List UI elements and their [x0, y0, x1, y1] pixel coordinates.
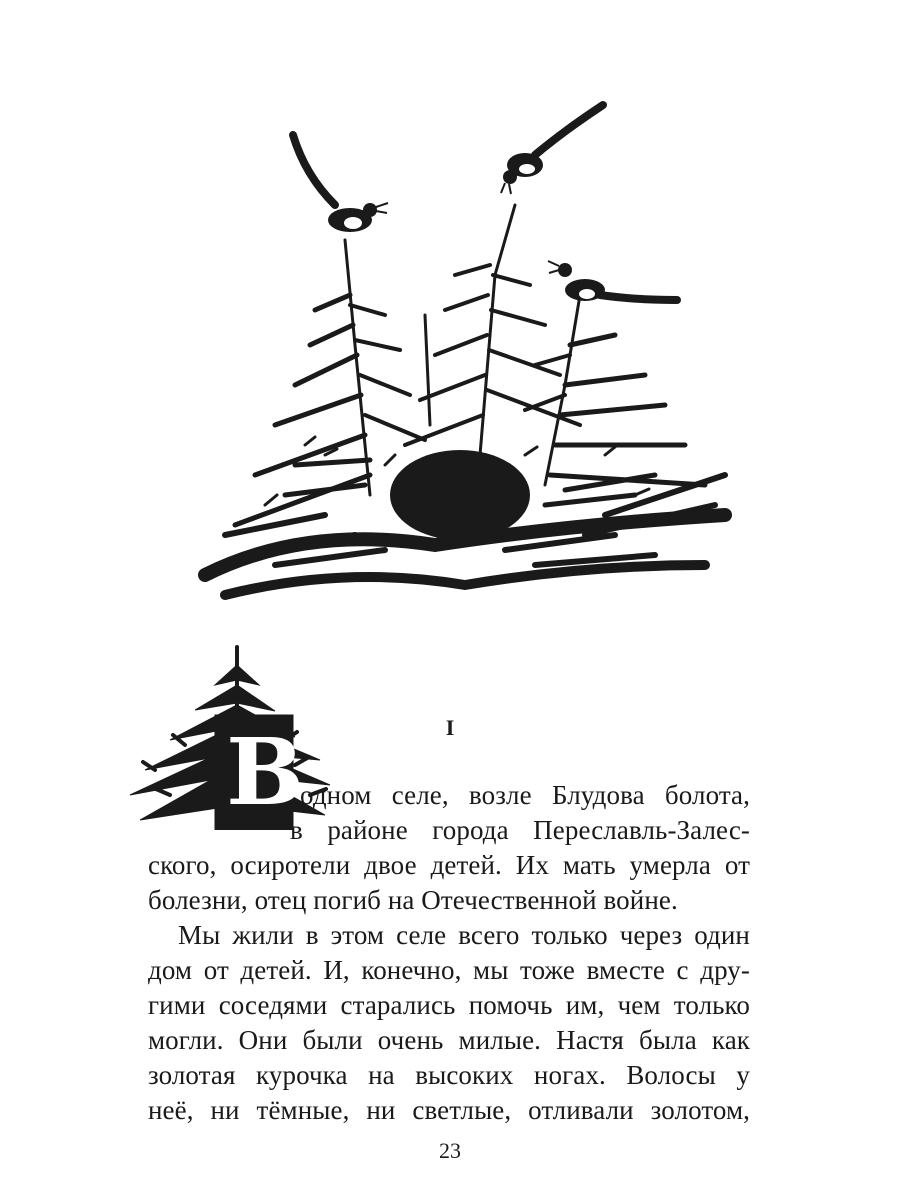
- body-line-2: в районе города Переславль-Залес-: [290, 815, 750, 845]
- body-line-9: золотая курочка на высоких ногах. Волосы у: [148, 1060, 750, 1090]
- body-line-5: Мы жили в этом селе всего только через один: [178, 920, 750, 950]
- magpie-right-icon: [548, 261, 677, 301]
- magpie-top-icon: [501, 105, 603, 194]
- body-line-1: одном селе, возле Блудова болота,: [300, 780, 750, 810]
- body-line-3: ского, осиротели двое детей. Их мать умерла от: [148, 850, 750, 880]
- body-line-7: гими соседями старались помочь им, чем только: [148, 990, 750, 1020]
- magpies-on-fir-tree-illustration: [185, 95, 745, 635]
- dropcap-letter: В: [226, 718, 304, 826]
- body-line-10: неё, ни тёмные, ни светлые, отливали золотом,: [148, 1095, 750, 1125]
- page-number: 23: [439, 1138, 461, 1163]
- magpie-left-icon: [293, 135, 388, 232]
- body-line-4: болезни, отец погиб на Отечественной войне.: [148, 885, 678, 915]
- chapter-numeral: I: [445, 715, 455, 740]
- body-line-6: дом от детей. И, конечно, мы тоже вместе с дру-: [148, 955, 750, 985]
- body-line-8: могли. Они были очень милые. Настя была как: [148, 1025, 750, 1055]
